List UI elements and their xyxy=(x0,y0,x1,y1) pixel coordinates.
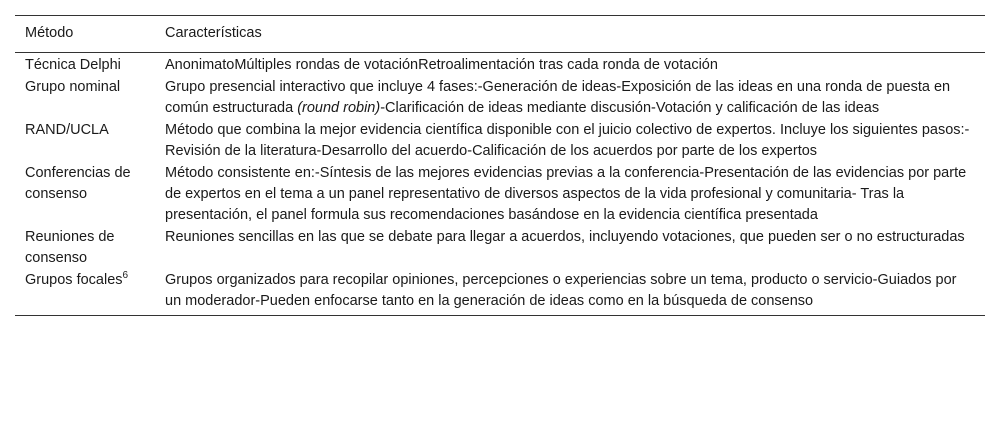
table-header-row xyxy=(15,16,985,53)
table-row xyxy=(15,76,985,119)
method-cell: Conferencias de consenso xyxy=(25,165,131,202)
table-row xyxy=(15,119,985,162)
method-text: Grupos focales xyxy=(25,272,123,288)
table-row xyxy=(15,269,985,316)
features-cell: Método consistente en:-Síntesis de las mejores evidencias previas a la conferencia-Presentación de las evidencias por parte de expertos en el tema a un panel representativo de diversos aspectos de la vida profesional y comunitaria- Tras la presentación, el panel formula sus recomendaciones basándose en la evidencia científica presentada xyxy=(165,165,967,223)
methods-table xyxy=(15,15,985,316)
method-cell: Reuniones de consenso xyxy=(25,229,115,266)
features-cell: Reuniones sencillas en las que se debate para llegar a acuerdos, incluyendo votaciones, que pueden ser o no estructuradas xyxy=(165,229,965,245)
table-row xyxy=(15,162,985,226)
features-text: Grupo presencial interactivo que incluye 4 fases:-Generación de ideas-Exposición de las ideas en una ronda de puesta en común estructurada xyxy=(165,79,951,116)
method-cell: RAND/UCLA xyxy=(25,122,109,138)
methods-table-container xyxy=(15,15,985,316)
header-features: Características xyxy=(165,25,262,41)
method-cell: Grupo nominal xyxy=(25,79,121,95)
method-cell xyxy=(15,269,155,316)
header-method: Método xyxy=(25,25,74,41)
method-cell: Técnica Delphi xyxy=(25,57,121,73)
features-italic-text: (round robin) xyxy=(297,100,381,116)
features-cell xyxy=(155,76,985,119)
reference-superscript: 6 xyxy=(122,270,129,282)
features-cell: Grupos organizados para recopilar opiniones, percepciones o experiencias sobre un tema, producto o servicio-Guiados por un moderador-Pueden enfocarse tanto en la generación de ideas como en la búsqueda de consenso xyxy=(165,272,957,309)
features-cell: Método que combina la mejor evidencia científica disponible con el juicio colectivo de expertos. Incluye los siguientes pasos:-Revisión de la literatura-Desarrollo del acuerdo-Calificación de los acuerdos por parte de los expertos xyxy=(165,122,970,159)
table-row xyxy=(15,53,985,77)
table-row xyxy=(15,226,985,269)
features-cell: AnonimatoMúltiples rondas de votaciónRetroalimentación tras cada ronda de votación xyxy=(165,57,718,73)
features-text: -Clarificación de ideas mediante discusión-Votación y calificación de las ideas xyxy=(380,100,880,116)
